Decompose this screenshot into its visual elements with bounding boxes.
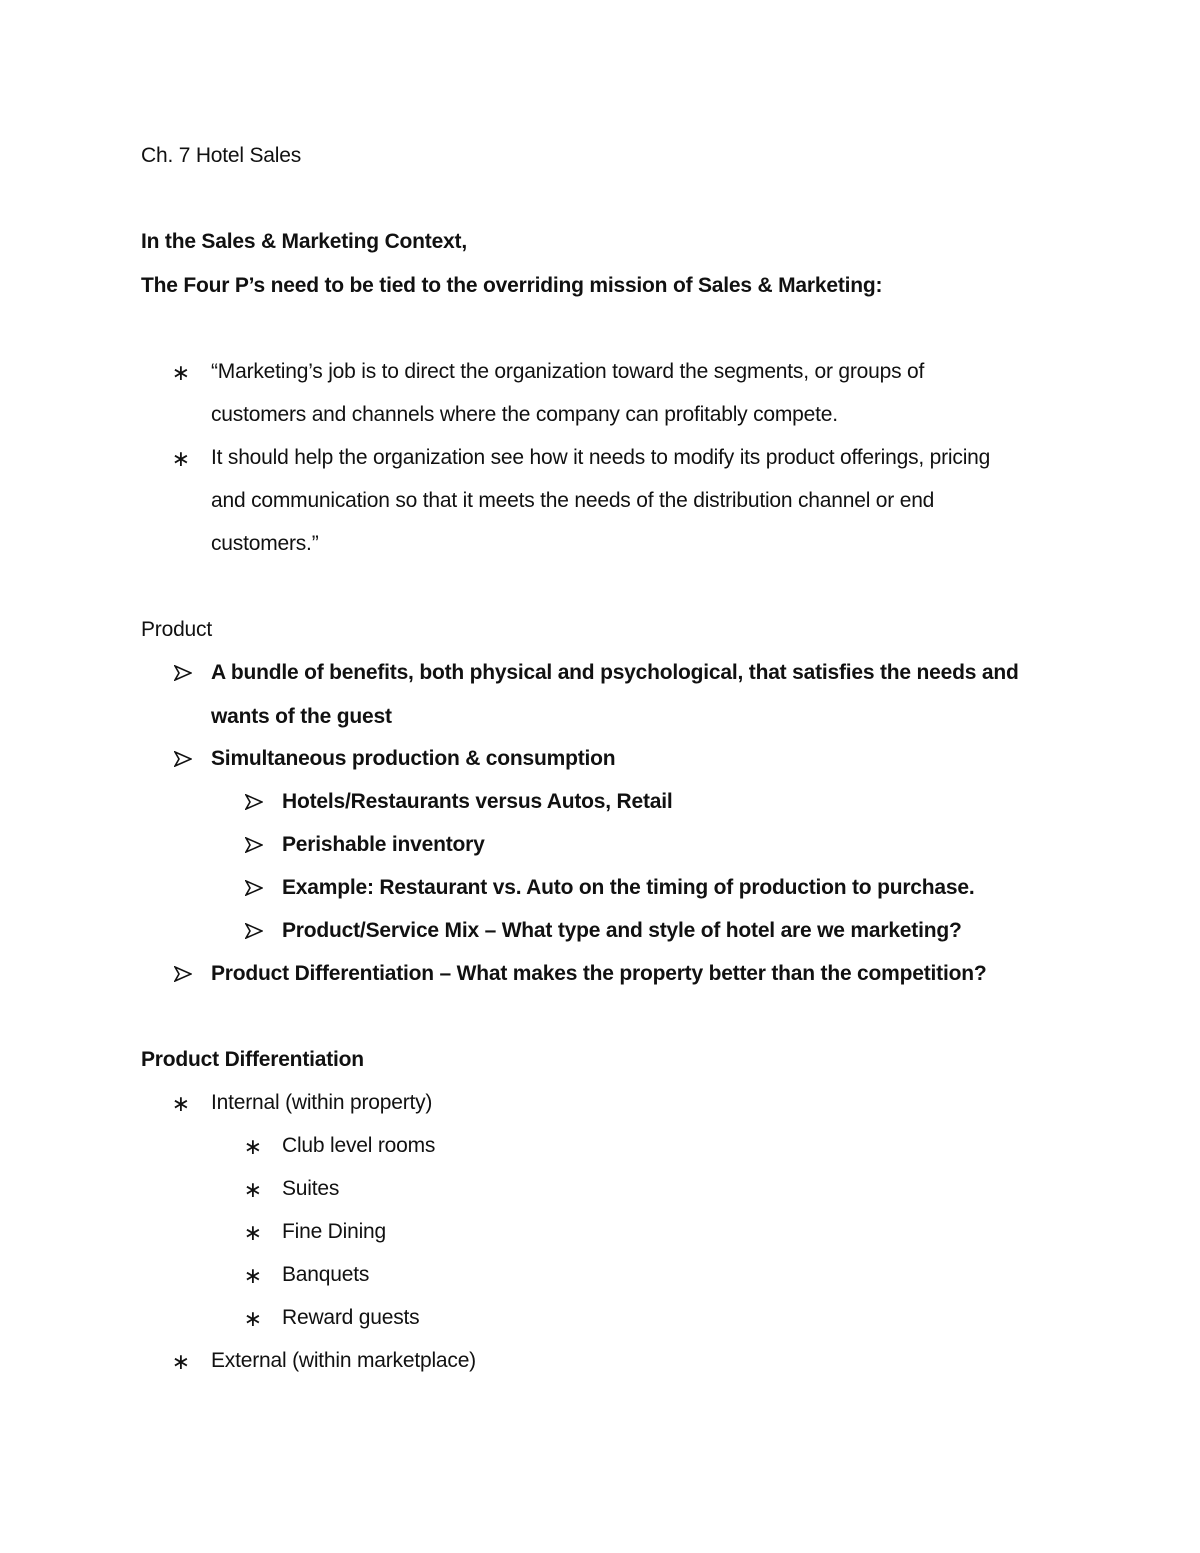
- quote-item-2-line-1: It should help the organization see how it needs to modify its product offerings, pricing: [211, 446, 991, 469]
- context-line-2: The Four P’s need to be tied to the overriding mission of Sales & Marketing:: [141, 274, 883, 297]
- quote-item-2-line-3: customers.”: [211, 532, 319, 555]
- product-heading: Product: [141, 618, 212, 641]
- product-item-2: Simultaneous production & consumption: [211, 747, 616, 770]
- asterisk-bullet-icon: ∗: [171, 1091, 191, 1116]
- asterisk-bullet-icon: ∗: [243, 1306, 263, 1331]
- arrowhead-bullet-icon: [245, 917, 267, 939]
- product-item-1-line-1: A bundle of benefits, both physical and psychological, that satisfies the needs and: [211, 661, 1019, 684]
- asterisk-bullet-icon: ∗: [243, 1134, 263, 1159]
- asterisk-bullet-icon: ∗: [171, 446, 191, 471]
- differentiation-internal: Internal (within property): [211, 1091, 433, 1114]
- internal-item-1: Club level rooms: [282, 1134, 436, 1157]
- differentiation-heading: Product Differentiation: [141, 1048, 364, 1071]
- arrowhead-bullet-icon: [174, 960, 196, 982]
- product-subitem-4: Product/Service Mix – What type and style of hotel are we marketing?: [282, 919, 962, 942]
- page-title: Ch. 7 Hotel Sales: [141, 144, 302, 167]
- internal-item-2: Suites: [282, 1177, 340, 1200]
- differentiation-external: External (within marketplace): [211, 1349, 476, 1372]
- asterisk-bullet-icon: ∗: [171, 1349, 191, 1374]
- arrowhead-bullet-icon: [174, 745, 196, 767]
- arrowhead-bullet-icon: [245, 831, 267, 853]
- asterisk-bullet-icon: ∗: [243, 1220, 263, 1245]
- arrowhead-bullet-icon: [245, 788, 267, 810]
- internal-item-4: Banquets: [282, 1263, 370, 1286]
- arrowhead-bullet-icon: [174, 659, 196, 681]
- product-item-1-line-2: wants of the guest: [211, 705, 392, 728]
- product-subitem-3: Example: Restaurant vs. Auto on the timing of production to purchase.: [282, 876, 975, 899]
- product-subitem-2: Perishable inventory: [282, 833, 485, 856]
- internal-item-5: Reward guests: [282, 1306, 420, 1329]
- quote-item-1-line-1: “Marketing’s job is to direct the organization toward the segments, or groups of: [211, 360, 925, 383]
- asterisk-bullet-icon: ∗: [243, 1263, 263, 1288]
- arrowhead-bullet-icon: [245, 874, 267, 896]
- internal-item-3: Fine Dining: [282, 1220, 387, 1243]
- product-subitem-1: Hotels/Restaurants versus Autos, Retail: [282, 790, 673, 813]
- product-item-3: Product Differentiation – What makes the property better than the competition?: [211, 962, 987, 985]
- quote-item-1-line-2: customers and channels where the company can profitably compete.: [211, 403, 838, 426]
- asterisk-bullet-icon: ∗: [171, 360, 191, 385]
- context-line-1: In the Sales & Marketing Context,: [141, 230, 467, 253]
- quote-item-2-line-2: and communication so that it meets the needs of the distribution channel or end: [211, 489, 935, 512]
- asterisk-bullet-icon: ∗: [243, 1177, 263, 1202]
